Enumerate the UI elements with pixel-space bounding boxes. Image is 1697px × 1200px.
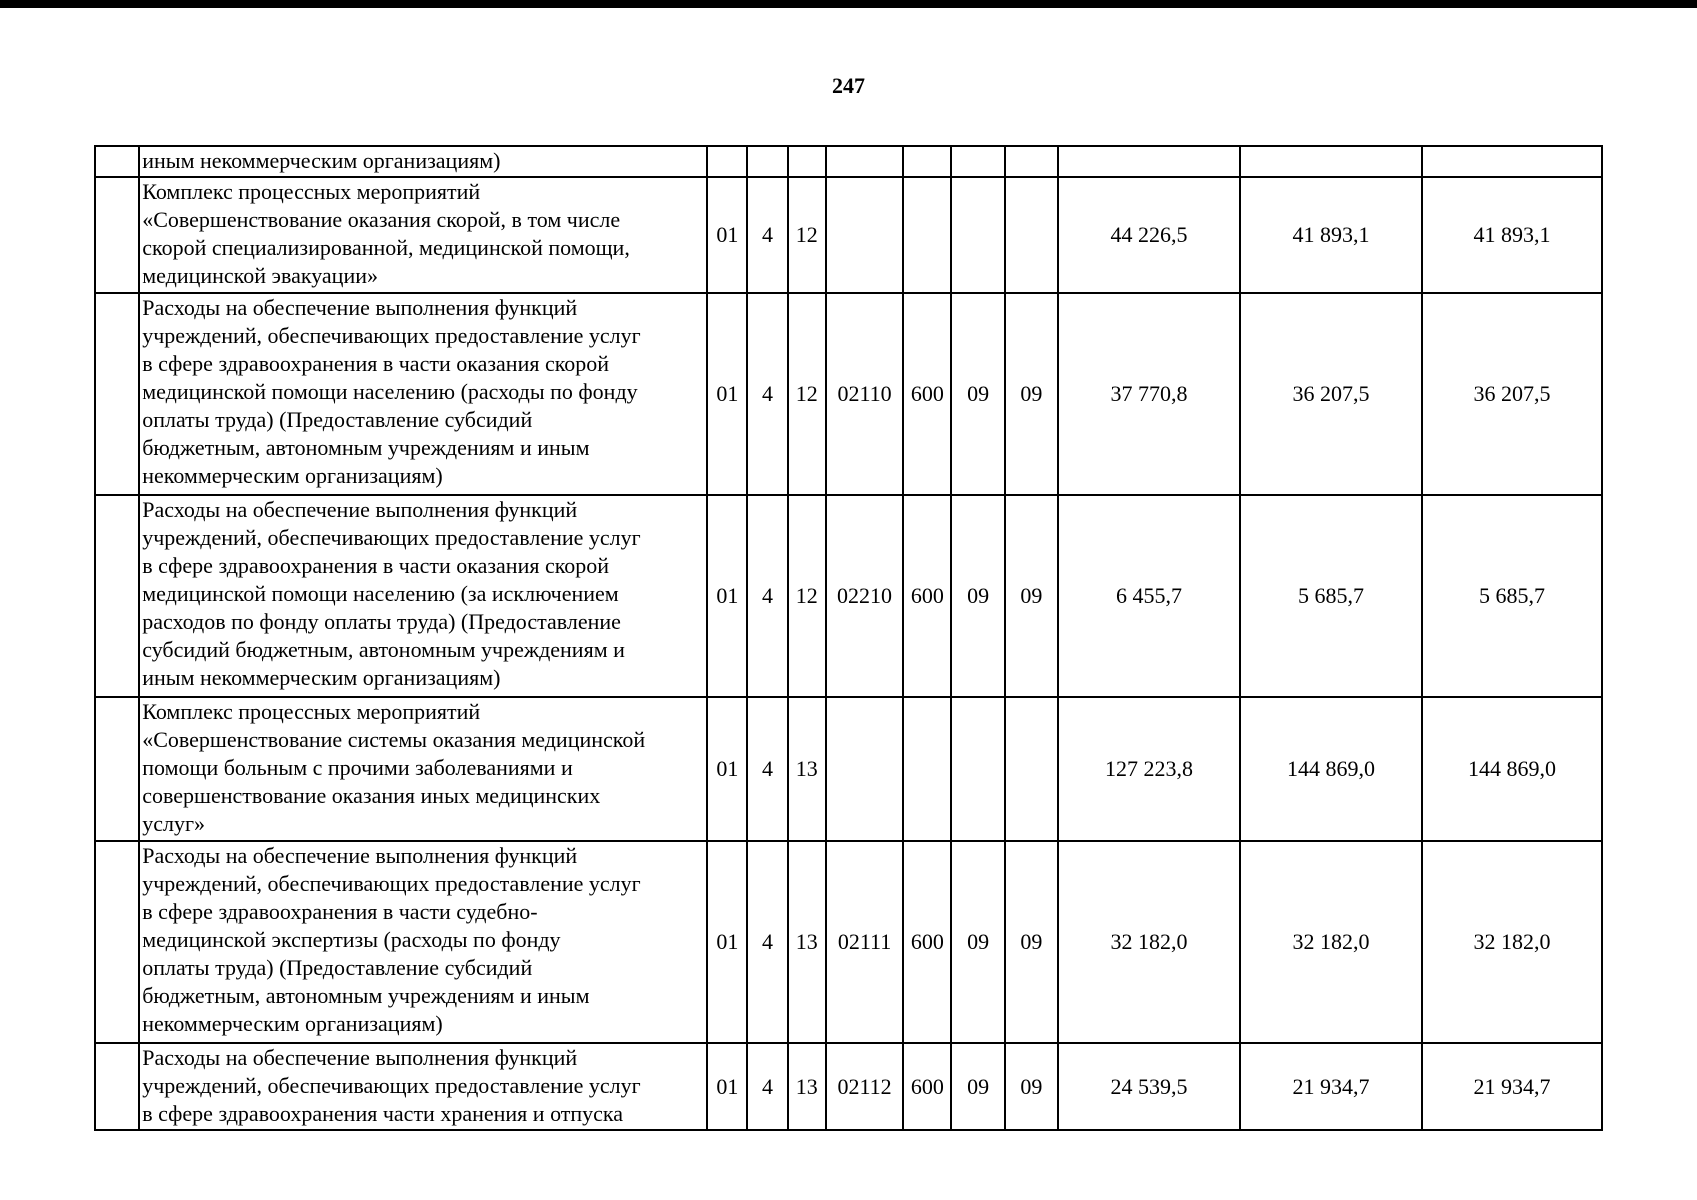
description-cell: иным некоммерческим организациям)	[139, 146, 707, 177]
code-cell: 600	[903, 495, 951, 697]
description-cell: Комплекс процессных мероприятий «Совершенствование системы оказания медицинской помощи больным с прочими заболеваниями и совершенствование оказания иных медицинских услуг»	[139, 697, 707, 841]
code-cell: 13	[788, 841, 826, 1043]
amount-cell-year2: 32 182,0	[1240, 841, 1422, 1043]
amount-cell-year1: 127 223,8	[1058, 697, 1240, 841]
code-cell: 12	[788, 177, 826, 293]
description-cell: Комплекс процессных мероприятий «Совершенствование оказания скорой, в том числе скорой специализированной, медицинской помощи, медицинской эвакуации»	[139, 177, 707, 293]
amount-cell-year1: 6 455,7	[1058, 495, 1240, 697]
table-row	[95, 146, 1602, 177]
budget-table	[94, 145, 1603, 1131]
description-cell: Расходы на обеспечение выполнения функций учреждений, обеспечивающих предоставление услуг в сфере здравоохранения в части оказания скорой медицинской помощи населению (расходы по фонду оплаты труда) (Предоставление субсидий бюджетным, автономным учреждениям и иным некоммерческим организациям)	[139, 293, 707, 495]
code-cell	[903, 177, 951, 293]
top-border-bar	[0, 0, 1697, 8]
amount-cell-year2	[1240, 146, 1422, 177]
table-row	[95, 841, 1602, 1043]
code-cell	[826, 697, 903, 841]
code-cell: 09	[951, 841, 1004, 1043]
code-cell: 600	[903, 841, 951, 1043]
code-cell: 09	[951, 1043, 1004, 1130]
table-row	[95, 293, 1602, 495]
code-cell: 02110	[826, 293, 903, 495]
code-cell: 4	[747, 1043, 787, 1130]
code-cell	[1005, 146, 1058, 177]
description-cell: Расходы на обеспечение выполнения функций учреждений, обеспечивающих предоставление услуг в сфере здравоохранения в части оказания скорой медицинской помощи населению (за исключением расходов по фонду оплаты труда) (Предоставление субсидий бюджетным, автономным учреждениям и иным некоммерческим организациям)	[139, 495, 707, 697]
code-cell	[1005, 177, 1058, 293]
index-cell	[95, 1043, 139, 1130]
code-cell: 01	[707, 293, 747, 495]
amount-cell-year3	[1422, 146, 1602, 177]
description-cell: Расходы на обеспечение выполнения функций учреждений, обеспечивающих предоставление услуг в сфере здравоохранения части хранения и отпуска	[139, 1043, 707, 1130]
code-cell: 02210	[826, 495, 903, 697]
index-cell	[95, 293, 139, 495]
table-row	[95, 177, 1602, 293]
amount-cell-year1	[1058, 146, 1240, 177]
code-cell: 01	[707, 841, 747, 1043]
index-cell	[95, 146, 139, 177]
code-cell: 09	[951, 293, 1004, 495]
amount-cell-year2: 36 207,5	[1240, 293, 1422, 495]
code-cell: 09	[951, 495, 1004, 697]
amount-cell-year2: 144 869,0	[1240, 697, 1422, 841]
amount-cell-year3: 144 869,0	[1422, 697, 1602, 841]
amount-cell-year1: 32 182,0	[1058, 841, 1240, 1043]
code-cell	[903, 146, 951, 177]
index-cell	[95, 697, 139, 841]
code-cell	[788, 146, 826, 177]
table-row	[95, 697, 1602, 841]
code-cell: 01	[707, 177, 747, 293]
code-cell: 4	[747, 293, 787, 495]
page-number: 247	[832, 73, 865, 98]
amount-cell-year3: 5 685,7	[1422, 495, 1602, 697]
code-cell: 4	[747, 697, 787, 841]
amount-cell-year1: 37 770,8	[1058, 293, 1240, 495]
code-cell: 12	[788, 495, 826, 697]
code-cell	[951, 177, 1004, 293]
code-cell: 13	[788, 1043, 826, 1130]
code-cell	[826, 177, 903, 293]
code-cell: 13	[788, 697, 826, 841]
amount-cell-year2: 41 893,1	[1240, 177, 1422, 293]
code-cell	[903, 697, 951, 841]
code-cell: 09	[1005, 1043, 1058, 1130]
code-cell	[951, 146, 1004, 177]
description-cell: Расходы на обеспечение выполнения функций учреждений, обеспечивающих предоставление услуг в сфере здравоохранения в части судебно- медицинской экспертизы (расходы по фонду оплаты труда) (Предоставление субсидий бюджетным, автономным учреждениям и иным некоммерческим организациям)	[139, 841, 707, 1043]
index-cell	[95, 495, 139, 697]
index-cell	[95, 177, 139, 293]
amount-cell-year3: 21 934,7	[1422, 1043, 1602, 1130]
amount-cell-year1: 44 226,5	[1058, 177, 1240, 293]
code-cell: 09	[1005, 841, 1058, 1043]
code-cell: 4	[747, 495, 787, 697]
code-cell: 4	[747, 177, 787, 293]
code-cell: 4	[747, 841, 787, 1043]
code-cell: 600	[903, 1043, 951, 1130]
amount-cell-year3: 32 182,0	[1422, 841, 1602, 1043]
amount-cell-year2: 21 934,7	[1240, 1043, 1422, 1130]
code-cell: 02112	[826, 1043, 903, 1130]
code-cell: 02111	[826, 841, 903, 1043]
table-row	[95, 1043, 1602, 1130]
index-cell	[95, 841, 139, 1043]
code-cell: 01	[707, 1043, 747, 1130]
table-row	[95, 495, 1602, 697]
code-cell: 12	[788, 293, 826, 495]
amount-cell-year3: 36 207,5	[1422, 293, 1602, 495]
code-cell	[747, 146, 787, 177]
code-cell	[707, 146, 747, 177]
code-cell	[1005, 697, 1058, 841]
code-cell	[951, 697, 1004, 841]
code-cell: 01	[707, 495, 747, 697]
amount-cell-year2: 5 685,7	[1240, 495, 1422, 697]
amount-cell-year3: 41 893,1	[1422, 177, 1602, 293]
code-cell: 01	[707, 697, 747, 841]
code-cell: 600	[903, 293, 951, 495]
code-cell: 09	[1005, 495, 1058, 697]
code-cell: 09	[1005, 293, 1058, 495]
amount-cell-year1: 24 539,5	[1058, 1043, 1240, 1130]
code-cell	[826, 146, 903, 177]
